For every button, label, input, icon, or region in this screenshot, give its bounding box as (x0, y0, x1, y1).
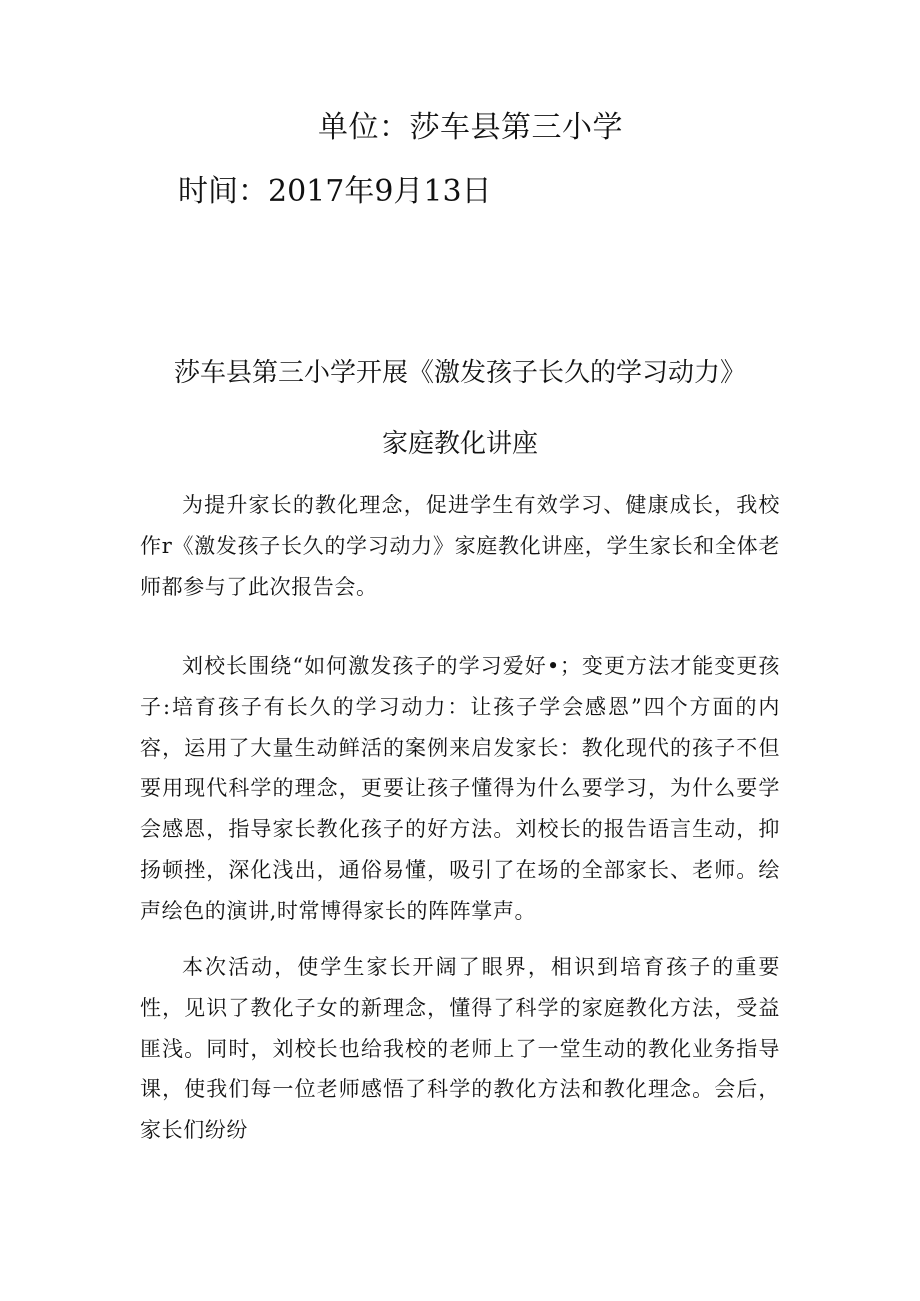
paragraph-3: 本次活动，使学生家长开阔了眼界，相识到培育孩子的重要性，见识了教化子女的新理念，懂得了科学的家庭教化方法，受益匪浅。同时，刘校长也给我校的老师上了一堂生动的教化业务指导课，使我们每一位老师感悟了科学的教化方法和教化理念。会后，家长们纷纷 (140, 955, 780, 1143)
paragraph-1: 为提升家长的教化理念，促进学生有效学习、健康成长，我校作r《激发孩子长久的学习动力》家庭教化讲座，学生家长和全体老师都参与了此次报告会。 (140, 493, 780, 599)
article-title-line-2: 家庭教化讲座 (381, 429, 538, 459)
article-title-line-1: 莎车县第三小学开展《激发孩子长久的学习动力》 (173, 358, 746, 388)
paragraph-2: 刘校长围绕“如何激发孩子的学习爱好•；变更方法才能变更孩子:培育孩子有长久的学习动力：让孩子学会感恩”四个方面的内容，运用了大量生动鲜活的案例来启发家长：教化现代的孩子不但要用现代科学的理念，更要让孩子懂得为什么要学习，为什么要学会感恩，指导家长教化孩子的好方法。刘校长的报告语言生动，抑扬顿挫，深化浅出，通俗易懂，吸引了在场的全部家长、老师。绘声绘色的演讲,时常博得家长的阵阵掌声。 (140, 654, 780, 923)
unit-line: 单位：莎车县第三小学 (318, 110, 623, 145)
date-line: 时间：2017年9月13日 (178, 174, 492, 209)
